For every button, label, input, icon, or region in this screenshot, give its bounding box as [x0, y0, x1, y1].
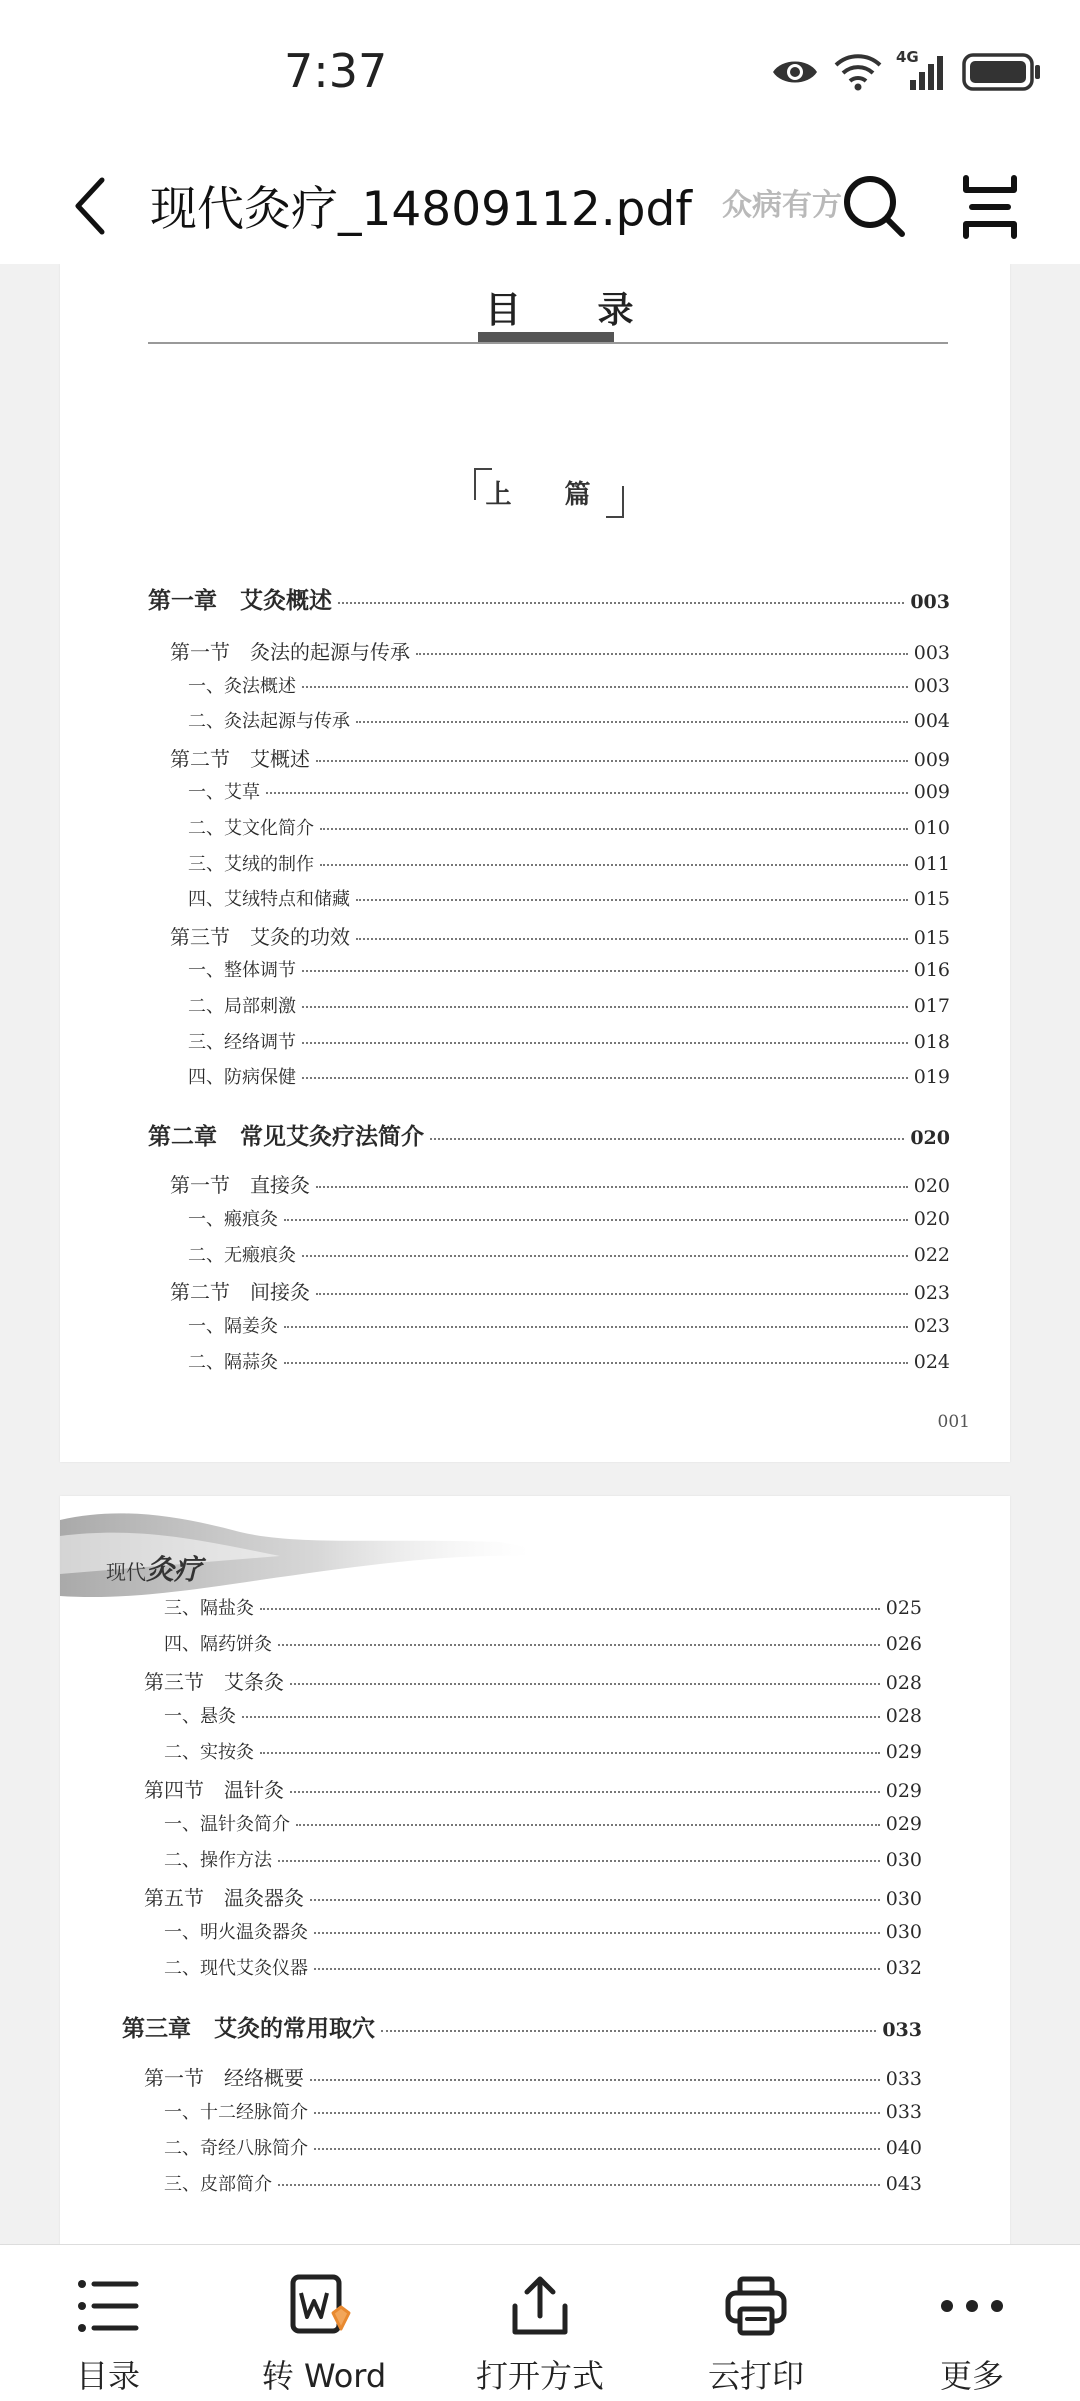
- toc-entry-label: 一、明火温灸器灸: [164, 1922, 308, 1943]
- open-with-label: 打开方式: [475, 2357, 604, 2395]
- toc-entry-page: 029: [885, 1780, 922, 1802]
- toc-entry: [144, 1666, 922, 1698]
- toc-entry: [164, 1594, 922, 1626]
- dot-leader: [278, 1644, 880, 1646]
- running-header: [60, 1496, 1010, 1608]
- dot-leader: [316, 1293, 908, 1295]
- eye-icon: [770, 55, 820, 89]
- list-icon: [76, 2278, 140, 2334]
- toc-entry-page: 026: [885, 1633, 922, 1655]
- toc-entry-label: 第一节 经络概要: [144, 2066, 304, 2090]
- toc-entry-page: 023: [913, 1282, 950, 1304]
- toc-entry-page: 003: [913, 675, 950, 697]
- back-button[interactable]: [60, 168, 120, 244]
- toc-entry-page: 033: [882, 2019, 922, 2041]
- convert-word-icon: [289, 2273, 359, 2339]
- toc-entry-label: 二、局部刺激: [188, 996, 296, 1017]
- toc-entry: [188, 992, 950, 1024]
- cellular-signal-icon: [896, 48, 948, 92]
- toc-entry-label: 第三节 艾条灸: [144, 1670, 284, 1694]
- search-icon: [840, 172, 910, 242]
- dot-leader: [242, 1716, 880, 1718]
- toc-entry-page: 004: [913, 710, 950, 732]
- battery-icon: [962, 52, 1042, 92]
- toc-entry: [148, 582, 950, 614]
- dot-leader: [302, 1042, 908, 1044]
- cloud-print-label: 云打印: [707, 2357, 804, 2395]
- toc-heading: 目 录: [485, 289, 666, 331]
- toc-entry: [164, 1810, 922, 1842]
- toc-entry: [170, 636, 950, 668]
- toc-entry-label: 二、无瘢痕灸: [188, 1245, 296, 1266]
- toc-entry-page: 003: [913, 642, 950, 664]
- dot-leader: [320, 828, 908, 830]
- toc-entry-page: 022: [913, 1244, 950, 1266]
- network-type: 4G: [896, 48, 919, 66]
- toc-entry-label: 第三章 艾灸的常用取穴: [122, 2015, 375, 2042]
- toc-entry-label: 第二章 常见艾灸疗法简介: [148, 1123, 424, 1150]
- toc-entry: [144, 1882, 922, 1914]
- toc-entry-page: 033: [885, 2068, 922, 2090]
- toc-entry: [164, 1918, 922, 1950]
- dot-leader: [310, 2079, 880, 2081]
- wifi-icon: [834, 52, 882, 92]
- toc-entry-label: 第四节 温针灸: [144, 1778, 284, 1802]
- toc-entry-label: 三、隔盐灸: [164, 1598, 254, 1619]
- toc-entry-label: 一、整体调节: [188, 960, 296, 981]
- toc-entry: [164, 1954, 922, 1986]
- dot-leader: [314, 1932, 880, 1934]
- share-icon: [509, 2274, 571, 2338]
- toc-entry-label: 三、艾绒的制作: [188, 854, 314, 875]
- convert-word-button[interactable]: [216, 2245, 432, 2401]
- toc-entry-page: 009: [913, 749, 950, 771]
- toc-entry: [188, 707, 950, 739]
- toc-entry-label: 一、悬灸: [164, 1706, 236, 1727]
- toc-entry-label: 二、隔蒜灸: [188, 1352, 278, 1373]
- toc-entry: [164, 1702, 922, 1734]
- toc-entry-label: 一、十二经脉简介: [164, 2102, 308, 2123]
- toc-entry-page: 029: [885, 1813, 922, 1835]
- toc-entry-label: 一、瘢痕灸: [188, 1209, 278, 1230]
- dot-leader: [310, 1899, 880, 1901]
- title-bar: [0, 150, 1080, 264]
- dot-leader: [316, 760, 908, 762]
- toc-entry-page: 015: [913, 888, 950, 910]
- header-main: 灸疗: [146, 1553, 203, 1586]
- toc-entry: [164, 2170, 922, 2202]
- toc-entry-label: 二、灸法起源与传承: [188, 711, 350, 732]
- watermark-text: 众病有方: [722, 188, 842, 223]
- cloud-print-button[interactable]: [648, 2245, 864, 2401]
- toc-entry: [170, 1276, 950, 1308]
- toc-entry: [122, 2010, 922, 2042]
- convert-word-label: 转 Word: [261, 2357, 387, 2395]
- back-arrow-icon: [70, 176, 110, 236]
- toc-entry-page: 030: [885, 1888, 922, 1910]
- open-with-button[interactable]: [432, 2245, 648, 2401]
- dot-leader: [416, 653, 908, 655]
- toc-entry-page: 020: [910, 1127, 950, 1149]
- toc-entry-page: 030: [885, 1849, 922, 1871]
- dot-leader: [296, 1824, 880, 1826]
- dot-leader: [316, 1186, 908, 1188]
- more-label: 更多: [939, 2357, 1004, 2395]
- expand-collapse-icon: [958, 172, 1022, 242]
- dot-leader: [302, 1006, 908, 1008]
- toc-entry-page: 029: [885, 1741, 922, 1763]
- toc-entry-label: 一、温针灸简介: [164, 1814, 290, 1835]
- reader-mode-button[interactable]: [958, 172, 1022, 242]
- dot-leader: [302, 1255, 908, 1257]
- toc-entry-label: 一、艾草: [188, 782, 260, 803]
- toc-entry-page: 023: [913, 1315, 950, 1337]
- toc-entry: [164, 1738, 922, 1770]
- toc-entry-label: 一、隔姜灸: [188, 1316, 278, 1337]
- toc-button-label: 目录: [75, 2357, 140, 2395]
- dot-leader: [314, 2112, 880, 2114]
- toc-entry-page: 010: [913, 817, 950, 839]
- toc-entry-page: 018: [913, 1031, 950, 1053]
- dot-leader: [278, 2184, 880, 2186]
- toc-entry-page: 043: [885, 2173, 922, 2195]
- dot-leader: [314, 1968, 880, 1970]
- toc-entry-page: 025: [885, 1597, 922, 1619]
- toc-entry-label: 第二节 艾概述: [170, 747, 310, 771]
- toc-entry-page: 016: [913, 959, 950, 981]
- dot-leader: [381, 2030, 876, 2032]
- toc-entry: [188, 1241, 950, 1273]
- heading-underbar: [478, 332, 614, 342]
- toc-entry-page: 003: [910, 591, 950, 613]
- dot-leader: [284, 1219, 908, 1221]
- toc-entry: [170, 921, 950, 953]
- toc-entry-page: 024: [913, 1351, 950, 1373]
- toc-entry-page: 032: [885, 1957, 922, 1979]
- toc-entry: [188, 778, 950, 810]
- toc-entry-page: 028: [885, 1672, 922, 1694]
- running-header-title: [106, 1548, 202, 1588]
- dot-leader: [314, 2148, 880, 2150]
- toc-entry: [164, 2098, 922, 2130]
- dot-leader: [302, 1077, 908, 1079]
- toc-entry: [188, 1028, 950, 1060]
- toc-entry-label: 一、灸法概述: [188, 676, 296, 697]
- toc-entry: [170, 743, 950, 775]
- toc-entry-page: 030: [885, 1921, 922, 1943]
- dot-leader: [302, 686, 908, 688]
- dot-leader: [266, 792, 908, 794]
- toc-entry-page: 015: [913, 927, 950, 949]
- toc-entry: [144, 1774, 922, 1806]
- toc-entry: [188, 814, 950, 846]
- toc-entry-page: 011: [913, 853, 950, 875]
- toc-entry-label: 二、奇经八脉简介: [164, 2138, 308, 2159]
- toc-entry-label: 四、防病保健: [188, 1067, 296, 1088]
- pdf-page-1: [60, 264, 1010, 1462]
- dot-leader: [278, 1860, 880, 1862]
- page-number: 001: [937, 1412, 970, 1432]
- dot-leader: [290, 1791, 880, 1793]
- dot-leader: [284, 1362, 908, 1364]
- dot-leader: [356, 899, 908, 901]
- toc-entry-label: 第一节 直接灸: [170, 1173, 310, 1197]
- header-prefix: 现代: [106, 1560, 146, 1584]
- status-bar: [0, 0, 1080, 150]
- status-icons: [770, 48, 1042, 92]
- document-title: 现代灸疗_14809112.pdf: [150, 182, 692, 237]
- toc-entry-page: 020: [913, 1175, 950, 1197]
- heading-rule: [148, 342, 948, 344]
- dot-leader: [302, 970, 908, 972]
- toc-entry-page: 028: [885, 1705, 922, 1727]
- toc-entry: [144, 2062, 922, 2094]
- toc-entry-label: 二、操作方法: [164, 1850, 272, 1871]
- toc-entry-label: 第二节 间接灸: [170, 1280, 310, 1304]
- toc-entry-page: 033: [885, 2101, 922, 2123]
- toc-entry-label: 四、艾绒特点和储藏: [188, 889, 350, 910]
- toc-entry-label: 三、皮部简介: [164, 2174, 272, 2195]
- toc-entry-label: 二、现代艾灸仪器: [164, 1958, 308, 1979]
- toc-entry-page: 019: [913, 1066, 950, 1088]
- toc-entry-page: 009: [913, 781, 950, 803]
- toc-entry-label: 第一节 灸法的起源与传承: [170, 640, 410, 664]
- toc-entry-page: 017: [913, 995, 950, 1017]
- status-time: 7:37: [284, 44, 388, 98]
- toc-entry: [188, 672, 950, 704]
- toc-entry-label: 二、实按灸: [164, 1742, 254, 1763]
- toc-entry-label: 四、隔药饼灸: [164, 1634, 272, 1655]
- toc-entry: [164, 2134, 922, 2166]
- dot-leader: [320, 864, 908, 866]
- toc-entry: [188, 885, 950, 917]
- dot-leader: [356, 938, 908, 940]
- toc-entry-label: 二、艾文化简介: [188, 818, 314, 839]
- pdf-viewer[interactable]: [0, 264, 1080, 2244]
- dot-leader: [356, 721, 908, 723]
- more-icon: [939, 2298, 1005, 2314]
- bottom-toolbar: [0, 2244, 1080, 2401]
- dot-leader: [290, 1683, 880, 1685]
- dot-leader: [338, 602, 904, 604]
- dot-leader: [284, 1326, 908, 1328]
- toc-entry: [164, 1630, 922, 1662]
- toc-entry: [188, 1312, 950, 1344]
- toc-entry: [170, 1169, 950, 1201]
- toc-entry: [148, 1118, 950, 1150]
- toc-entry: [188, 956, 950, 988]
- toc-entry-label: 三、经络调节: [188, 1032, 296, 1053]
- toc-button[interactable]: [0, 2245, 216, 2401]
- toc-entry-label: 第三节 艾灸的功效: [170, 925, 350, 949]
- toc-entry-label: 第一章 艾灸概述: [148, 587, 332, 614]
- part-label: 上 篇: [485, 480, 613, 510]
- part-label-box: [474, 468, 624, 518]
- pdf-page-2: [60, 1496, 1010, 2244]
- dot-leader: [430, 1138, 904, 1140]
- toc-entry: [188, 850, 950, 882]
- search-button[interactable]: [840, 172, 910, 242]
- toc-entry-page: 040: [885, 2137, 922, 2159]
- toc-entry: [188, 1063, 950, 1095]
- printer-icon: [724, 2275, 788, 2337]
- toc-entry: [188, 1205, 950, 1237]
- toc-entry-label: 第五节 温灸器灸: [144, 1886, 304, 1910]
- toc-entry: [164, 1846, 922, 1878]
- toc-entry-page: 020: [913, 1208, 950, 1230]
- dot-leader: [260, 1752, 880, 1754]
- dot-leader: [260, 1608, 880, 1610]
- more-button[interactable]: [864, 2245, 1080, 2401]
- toc-entry: [188, 1348, 950, 1380]
